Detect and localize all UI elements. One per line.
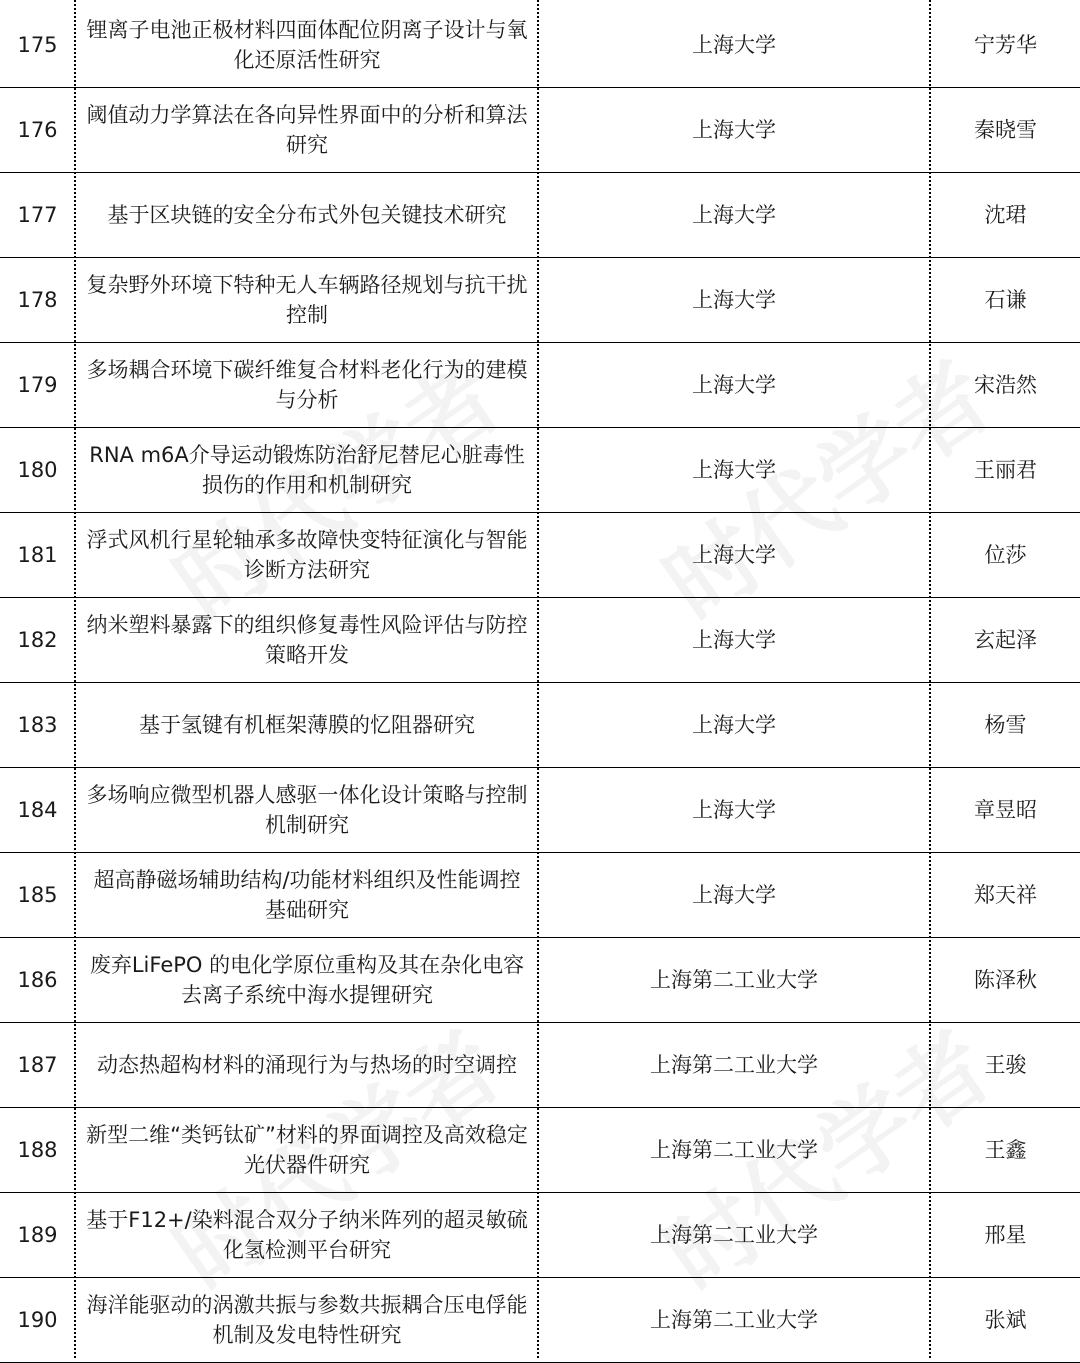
university: 上海大学 (692, 883, 776, 907)
person-name: 玄起泽 (974, 628, 1037, 652)
university: 上海大学 (692, 33, 776, 57)
project-title-cell (77, 1278, 537, 1362)
table-row (0, 3, 1080, 88)
university: 上海大学 (692, 628, 776, 652)
person-name: 邢星 (984, 1223, 1027, 1247)
project-title: 海洋能驱动的涡激共振与参数共振耦合压电俘能机制及发电特性研究 (86, 1293, 528, 1347)
row-number: 187 (17, 1053, 58, 1077)
person-name: 秦晓雪 (974, 118, 1037, 142)
table-row (0, 768, 1080, 853)
project-title-cell (77, 3, 537, 87)
project-title: 复杂野外环境下特种无人车辆路径规划与抗干扰控制 (86, 273, 528, 327)
table-row (0, 513, 1080, 598)
project-title: RNA m6A介导运动锻炼防治舒尼替尼心脏毒性损伤的作用和机制研究 (89, 443, 525, 497)
row-number: 186 (17, 968, 58, 992)
university: 上海大学 (692, 373, 776, 397)
project-title: 基于F12+/染料混合双分子纳米阵列的超灵敏硫化氢检测平台研究 (86, 1208, 528, 1262)
university: 上海大学 (692, 458, 776, 482)
project-title-cell (77, 853, 537, 937)
person-name: 王丽君 (974, 458, 1037, 482)
university: 上海第二工业大学 (650, 968, 818, 992)
university: 上海大学 (692, 288, 776, 312)
project-title: 基于区块链的安全分布式外包关键技术研究 (107, 203, 507, 227)
row-number: 178 (17, 288, 58, 312)
person-name: 王骏 (984, 1053, 1027, 1077)
row-number: 184 (17, 798, 58, 822)
column-divider (537, 0, 539, 1358)
table-row (0, 1023, 1080, 1108)
person-name: 宁芳华 (974, 33, 1037, 57)
person-name: 陈泽秋 (974, 968, 1037, 992)
row-number: 181 (17, 543, 58, 567)
table-row (0, 343, 1080, 428)
person-name: 沈珺 (984, 203, 1027, 227)
project-title: 阈值动力学算法在各向异性界面中的分析和算法研究 (86, 103, 528, 157)
row-number: 176 (17, 118, 58, 142)
table-row (0, 428, 1080, 513)
project-title-cell (77, 1023, 537, 1107)
project-title-cell (77, 938, 537, 1022)
project-title: 超高静磁场辅助结构/功能材料组织及性能调控基础研究 (93, 868, 521, 922)
university: 上海大学 (692, 118, 776, 142)
row-number: 177 (17, 203, 58, 227)
row-number: 182 (17, 628, 58, 652)
university: 上海大学 (692, 543, 776, 567)
table-row (0, 258, 1080, 343)
row-number: 189 (17, 1223, 58, 1247)
person-name: 位莎 (984, 543, 1027, 567)
table-row (0, 598, 1080, 683)
university: 上海大学 (692, 713, 776, 737)
project-title-cell (77, 258, 537, 342)
project-title-cell (77, 513, 537, 597)
university: 上海第二工业大学 (650, 1308, 818, 1332)
person-name: 杨雪 (984, 713, 1027, 737)
project-title-cell (77, 88, 537, 172)
project-title: 新型二维“类钙钛矿”材料的界面调控及高效稳定光伏器件研究 (86, 1123, 528, 1177)
person-name: 张斌 (984, 1308, 1027, 1332)
award-table (0, 3, 1080, 1363)
project-title-cell (77, 173, 537, 257)
row-number: 183 (17, 713, 58, 737)
person-name: 郑天祥 (974, 883, 1037, 907)
row-number: 179 (17, 373, 58, 397)
project-title: 多场响应微型机器人感驱一体化设计策略与控制机制研究 (86, 783, 528, 837)
project-title-cell (77, 683, 537, 767)
project-title: 动态热超构材料的涌现行为与热场的时空调控 (97, 1053, 517, 1077)
project-title-cell (77, 598, 537, 682)
table-row (0, 173, 1080, 258)
project-title: 废弃LiFePO 的电化学原位重构及其在杂化电容去离子系统中海水提锂研究 (89, 953, 525, 1007)
table-row (0, 853, 1080, 938)
project-title: 纳米塑料暴露下的组织修复毒性风险评估与防控策略开发 (86, 613, 528, 667)
row-number: 185 (17, 883, 58, 907)
project-title: 锂离子电池正极材料四面体配位阴离子设计与氧化还原活性研究 (86, 18, 528, 72)
row-number: 190 (17, 1308, 58, 1332)
column-divider (74, 0, 76, 1358)
person-name: 王鑫 (984, 1138, 1027, 1162)
person-name: 石谦 (984, 288, 1027, 312)
table-row (0, 1278, 1080, 1363)
university: 上海第二工业大学 (650, 1053, 818, 1077)
project-title-cell (77, 768, 537, 852)
table-row (0, 938, 1080, 1023)
university: 上海第二工业大学 (650, 1223, 818, 1247)
university: 上海大学 (692, 203, 776, 227)
table-row (0, 1193, 1080, 1278)
table-row (0, 683, 1080, 768)
project-title: 浮式风机行星轮轴承多故障快变特征演化与智能诊断方法研究 (86, 528, 528, 582)
project-title-cell (77, 1193, 537, 1277)
project-title-cell (77, 1108, 537, 1192)
person-name: 章昱昭 (974, 798, 1037, 822)
column-divider (929, 0, 931, 1358)
row-number: 180 (17, 458, 58, 482)
table-row (0, 88, 1080, 173)
university: 上海第二工业大学 (650, 1138, 818, 1162)
project-title-cell (77, 428, 537, 512)
university: 上海大学 (692, 798, 776, 822)
project-title: 多场耦合环境下碳纤维复合材料老化行为的建模与分析 (86, 358, 528, 412)
person-name: 宋浩然 (974, 373, 1037, 397)
row-number: 175 (17, 33, 58, 57)
table-row (0, 1108, 1080, 1193)
project-title: 基于氢键有机框架薄膜的忆阻器研究 (139, 713, 475, 737)
project-title-cell (77, 343, 537, 427)
row-number: 188 (17, 1138, 58, 1162)
